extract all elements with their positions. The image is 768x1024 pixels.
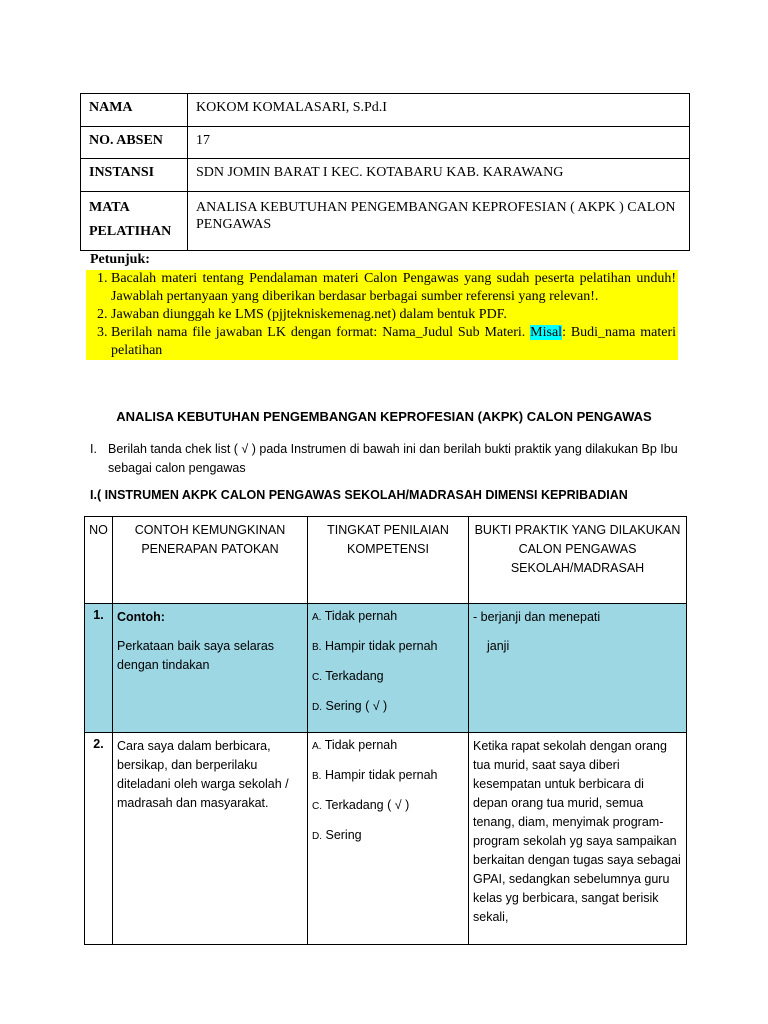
instruction-item	[111, 324, 676, 360]
instruction-text: : Budi_nama materi pelatihan	[111, 325, 676, 358]
identity-table	[80, 93, 690, 251]
identity-row-pelatihan	[81, 192, 690, 251]
identity-value: SDN JOMIN BARAT I KEC. KOTABARU KAB. KARAWANG	[188, 159, 690, 192]
rating-cell	[308, 733, 469, 945]
evidence-line: janji	[487, 639, 510, 653]
instructions-box	[86, 270, 678, 360]
rating-option: B. Hampir tidak pernah	[312, 639, 438, 653]
identity-row-instansi	[81, 159, 690, 192]
identity-label: NO. ABSEN	[81, 127, 188, 159]
highlighted-text: Misal	[530, 325, 563, 340]
section-number: I.	[90, 442, 97, 456]
instructions-list	[86, 270, 678, 360]
identity-label: INSTANSI	[81, 159, 188, 192]
identity-label-line1: MATA	[89, 200, 130, 215]
row-number: 2.	[85, 733, 113, 945]
header-tingkat: TINGKAT PENILAIAN KOMPETENSI	[308, 517, 469, 604]
evidence-cell	[469, 604, 687, 733]
instructions-title: Petunjuk:	[90, 252, 150, 267]
instruction-text: Berilah nama file jawaban LK dengan format: Nama_Judul Sub Materi.	[111, 325, 531, 340]
rating-option: C. Terkadang	[312, 669, 384, 683]
rating-option: B. Hampir tidak pernah	[312, 768, 438, 782]
section-instruction	[90, 440, 690, 478]
rating-option: A. Tidak pernah	[312, 609, 398, 623]
table-row	[85, 733, 687, 945]
contoh-cell	[113, 604, 308, 733]
table-row	[85, 604, 687, 733]
identity-label: NAMA	[81, 94, 188, 127]
evidence-line: - berjanji dan menepati	[473, 610, 601, 624]
table-header-row	[85, 517, 687, 604]
evidence-cell: Ketika rapat sekolah dengan orang tua murid, saat saya diberi kesempatan untuk berbicara di depan orang tua murid, semua tenang, diam, menyimak program-program sekolah yg saya sampaikan berkaitan dengan tugas saya sebagai GPAI, sedangkan sebelumnya guru kelas yg berbicara, sangat berisik sekali,	[469, 733, 687, 945]
section-subheading: I.( INSTRUMEN AKPK CALON PENGAWAS SEKOLAH/MADRASAH DIMENSI KEPRIBADIAN	[90, 488, 628, 502]
rating-cell	[308, 604, 469, 733]
header-bukti: BUKTI PRAKTIK YANG DILAKUKAN CALON PENGAWAS SEKOLAH/MADRASAH	[469, 517, 687, 604]
header-contoh: CONTOH KEMUNGKINAN PENERAPAN PATOKAN	[113, 517, 308, 604]
contoh-cell: Cara saya dalam berbicara, bersikap, dan berperilaku diteladani oleh warga sekolah / madrasah dan masyarakat.	[113, 733, 308, 945]
identity-value: KOKOM KOMALASARI, S.Pd.I	[188, 94, 690, 127]
header-no: NO	[85, 517, 113, 604]
example-title: Contoh:	[117, 610, 165, 624]
instruction-item: 2. Jawaban diunggah ke LMS (pjjtekniskemenag.net) dalam bentuk PDF.	[111, 306, 676, 324]
section-text: Berilah tanda chek list ( √ ) pada Instrumen di bawah ini dan berilah bukti praktik yang dilakukan Bp Ibu sebagai calon pengawas	[108, 442, 678, 475]
rating-option: D. Sering	[312, 828, 362, 842]
example-text: Perkataan baik saya selaras dengan tindakan	[117, 639, 275, 672]
identity-label	[81, 192, 188, 251]
row-number: 1.	[85, 604, 113, 733]
identity-row-nama	[81, 94, 690, 127]
rating-option: C. Terkadang ( √ )	[312, 798, 410, 812]
instrument-table	[84, 516, 687, 945]
identity-label-line2: PELATIHAN	[89, 224, 172, 239]
rating-option: A. Tidak pernah	[312, 738, 398, 752]
main-heading: ANALISA KEBUTUHAN PENGEMBANGAN KEPROFESIAN (AKPK) CALON PENGAWAS	[116, 409, 652, 424]
identity-value: 17	[188, 127, 690, 159]
identity-row-absen	[81, 127, 690, 159]
rating-option: D. Sering ( √ )	[312, 699, 388, 713]
instruction-item: 1. Bacalah materi tentang Pendalaman materi Calon Pengawas yang sudah peserta pelatihan unduh! Jawablah pertanyaan yang diberikan berdasar berbagai sumber referensi yang relevan!.	[111, 270, 676, 306]
identity-value: ANALISA KEBUTUHAN PENGEMBANGAN KEPROFESIAN ( AKPK ) CALON PENGAWAS	[188, 192, 690, 251]
